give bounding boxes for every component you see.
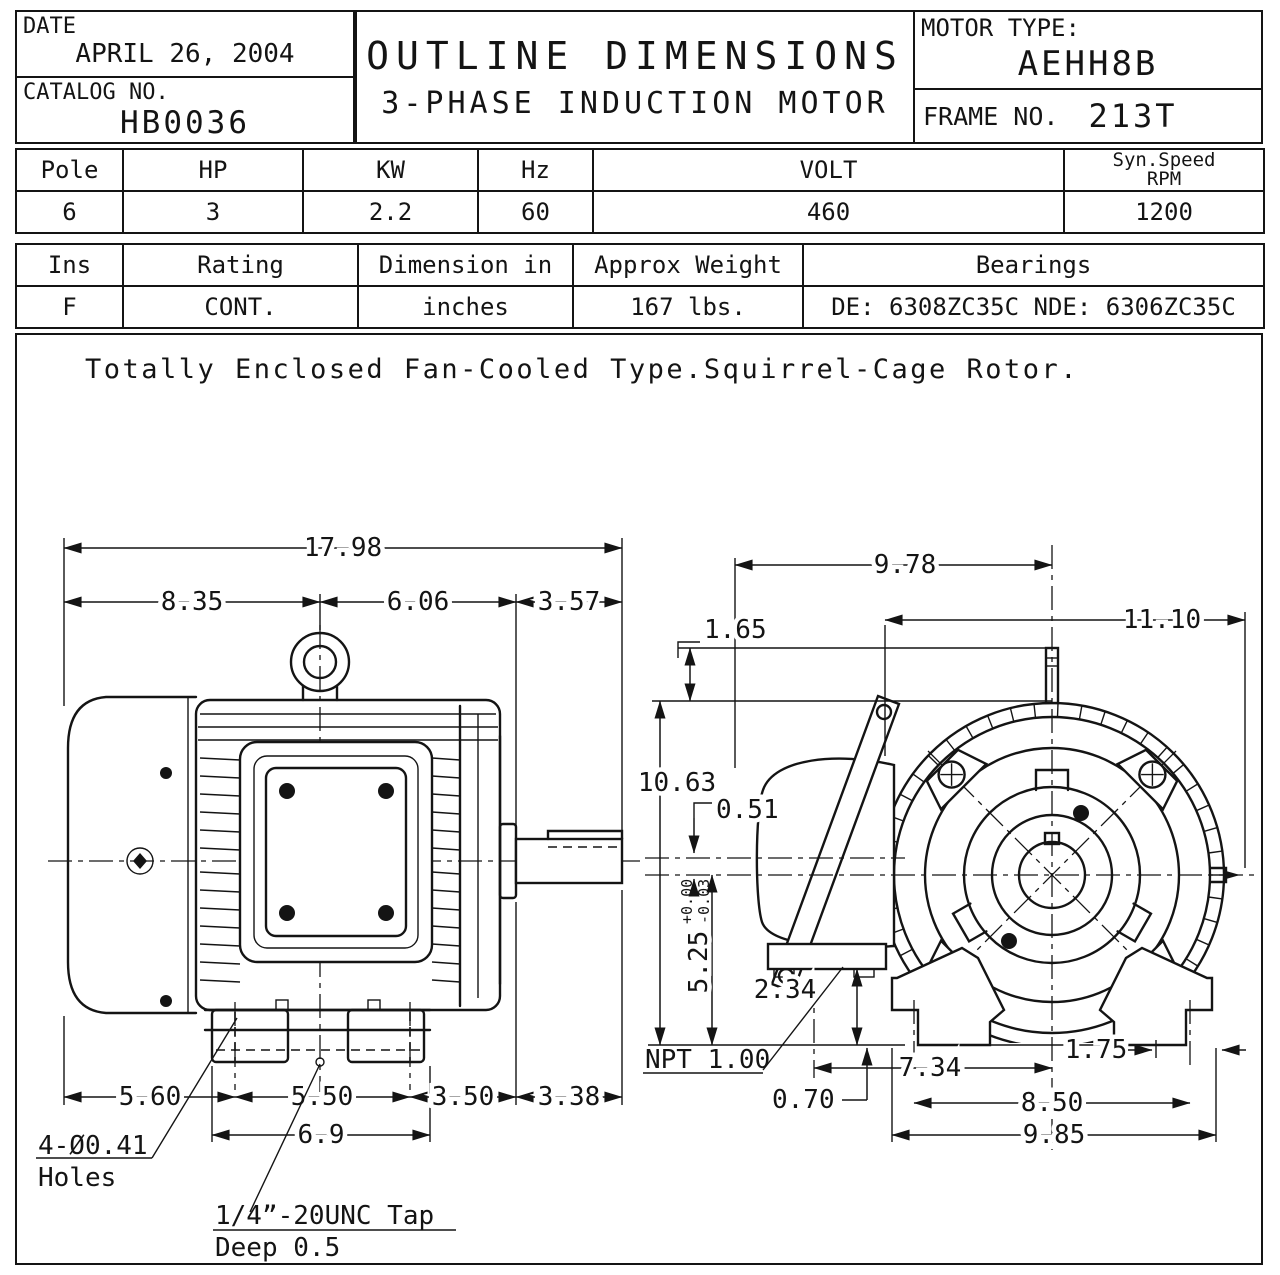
ratings-value-hp: 3 <box>123 191 303 233</box>
holes-callout-line2: Holes <box>38 1163 117 1193</box>
end-view-dimensions <box>638 550 1246 1150</box>
dim-cl-offset: 0.51 <box>716 795 779 825</box>
dim-shaft-height-group <box>678 879 714 993</box>
details-header-ins: Ins <box>16 244 123 286</box>
note-text: Totally Enclosed Fan-Cooled Type.Squirrel-Cage Rotor. <box>85 354 1080 385</box>
ratings-value-kw: 2.2 <box>303 191 478 233</box>
dim-cover-to-box-cl: 8.35 <box>160 587 224 617</box>
ratings-header-volt: VOLT <box>593 149 1064 191</box>
synspeed-line2: RPM <box>1146 168 1182 190</box>
dim-foot-bolt-span: 8.50 <box>1020 1088 1084 1118</box>
ratings-value-hz: 60 <box>478 191 593 233</box>
frame-no-label: FRAME NO. <box>923 101 1059 131</box>
date-label: DATE <box>23 14 76 39</box>
tap-callout-line1: 1/4”-20UNC Tap <box>215 1201 435 1231</box>
dim-eyebolt-projection: 1.65 <box>704 615 767 645</box>
ratings-value-pole: 6 <box>16 191 123 233</box>
ratings-header-pole: Pole <box>16 149 123 191</box>
catalog-label: CATALOG NO. <box>23 80 169 105</box>
conduit-box-side <box>757 696 899 992</box>
ratings-header-kw: KW <box>303 149 478 191</box>
dim-overall-height: 10.63 <box>637 768 717 798</box>
details-value-bearings: DE: 6308ZC35C NDE: 6306ZC35C <box>803 286 1264 328</box>
dim-box-cl-to-motor-cl: 7.34 <box>898 1053 962 1083</box>
tap-callout-line2: Deep 0.5 <box>215 1233 341 1263</box>
details-header-bearings: Bearings <box>803 244 1264 286</box>
dim-pad-thickness: 0.70 <box>772 1085 835 1115</box>
catalog-value: HB0036 <box>120 105 250 141</box>
frame-no-value: 213T <box>1088 97 1178 135</box>
details-value-rating: CONT. <box>123 286 358 328</box>
dim-hole-to-face: 3.50 <box>431 1082 495 1112</box>
dim-pad-width: 1.75 <box>1064 1035 1128 1065</box>
date-value: APRIL 26, 2004 <box>75 39 295 69</box>
shaft <box>516 831 622 883</box>
dim-box-cl-to-face: 6.06 <box>386 587 450 617</box>
synspeed-line1: Syn.Speed <box>1112 149 1216 171</box>
dim-shaft-extension: 3.57 <box>537 587 601 617</box>
dim-shaft-height-tol-plus: +0.00 <box>678 878 696 924</box>
details-value-weight: 167 lbs. <box>573 286 803 328</box>
fan-cover <box>68 697 196 1013</box>
dim-base-width: 9.85 <box>1022 1120 1086 1150</box>
dim-foot-hole-span: 5.50 <box>290 1082 354 1112</box>
ratings-value-synspeed: 1200 <box>1064 191 1264 233</box>
dim-shaft-height: 5.25 <box>684 930 714 994</box>
ratings-header-hz: Hz <box>478 149 593 191</box>
ratings-value-volt: 460 <box>593 191 1064 233</box>
details-value-dimension: inches <box>358 286 573 328</box>
sheet-title: OUTLINE DIMENSIONS <box>366 33 904 78</box>
dim-face-to-shaft-end: 3.38 <box>537 1082 601 1112</box>
dim-cover-to-hole: 5.60 <box>118 1082 182 1112</box>
dim-box-bottom-height: 2.34 <box>753 975 817 1005</box>
sheet-subtitle: 3-PHASE INDUCTION MOTOR <box>381 85 889 121</box>
conduit-box-top <box>240 742 432 962</box>
npt-callout: NPT 1.00 <box>645 1045 771 1075</box>
dim-shaft-height-tol-minus: -0.03 <box>695 878 713 924</box>
end-view <box>638 545 1256 1150</box>
dim-foot-length: 6.9 <box>297 1120 345 1150</box>
details-header-rating: Rating <box>123 244 358 286</box>
dim-total-length: 17.98 <box>303 533 383 563</box>
dim-overall-width: 11.10 <box>1122 605 1202 635</box>
motor-type-label: MOTOR TYPE: <box>921 14 1080 42</box>
motor-type-value: AEHH8B <box>1017 44 1159 84</box>
dim-box-to-cl: 9.78 <box>873 550 937 580</box>
details-header-weight: Approx Weight <box>573 244 803 286</box>
holes-callout-line1: 4-Ø0.41 <box>38 1131 148 1161</box>
ratings-header-hp: HP <box>123 149 303 191</box>
details-header-dimension: Dimension in <box>358 244 573 286</box>
side-view-feet <box>205 1000 430 1090</box>
details-value-ins: F <box>16 286 123 328</box>
side-view <box>36 533 640 1263</box>
